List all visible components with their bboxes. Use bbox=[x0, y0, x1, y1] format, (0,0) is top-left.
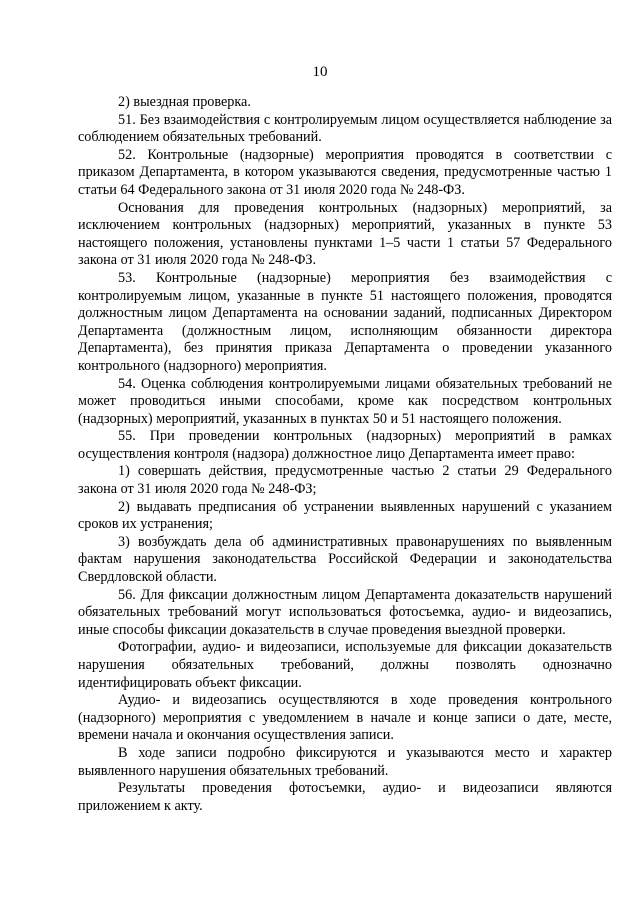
paragraph: 55. При проведении контрольных (надзорных) мероприятий в рамках осуществления контроля (надзора) должностное лицо Департамента имеет право: bbox=[78, 428, 612, 462]
paragraph: Результаты проведения фотосъемки, аудио- и видеозаписи являются приложением к акту. bbox=[78, 780, 612, 814]
paragraph: Основания для проведения контрольных (надзорных) мероприятий, за исключением контрольных (надзорных) мероприятий, указанных в пункте 53 настоящего положения, установлены пунктами 1–5 части 1 статьи 57 Федерального закона от 31 июля 2020 года № 248-ФЗ. bbox=[78, 199, 612, 269]
paragraph: 1) совершать действия, предусмотренные частью 2 статьи 29 Федерального закона от 31 июля 2020 года № 248-ФЗ; bbox=[78, 463, 612, 498]
paragraph: В ходе записи подробно фиксируются и указываются место и характер выявленного нарушения обязательных требований. bbox=[78, 744, 612, 779]
paragraph: 3) возбуждать дела об административных правонарушениях по выявленным фактам нарушения законодательства Российской Федерации и законодательства Свердловской области. bbox=[78, 533, 612, 586]
document-body bbox=[78, 94, 612, 815]
paragraph: 2) выездная проверка. bbox=[118, 94, 251, 110]
paragraph: 51. Без взаимодействия с контролируемым лицом осуществляется наблюдение за соблюдением обязательных требований. bbox=[78, 111, 612, 146]
paragraph: 2) выдавать предписания об устранении выявленных нарушений с указанием сроков их устранения; bbox=[78, 498, 612, 533]
page-number: 10 bbox=[312, 64, 328, 80]
paragraph: 52. Контрольные (надзорные) мероприятия проводятся в соответствии с приказом Департамента, в котором указываются сведения, предусмотренные частью 1 статьи 64 Федерального закона от 31 июля 2020 года № 248-ФЗ. bbox=[78, 146, 612, 198]
paragraph: Фотографии, аудио- и видеозаписи, используемые для фиксации доказательств нарушения обязательных требований, должны позволять однозначно идентифицировать объект фиксации. bbox=[78, 639, 612, 691]
paragraph: 56. Для фиксации должностным лицом Департамента доказательств нарушений обязательных требований могут использоваться фотосъемка, аудио- и видеозапись, иные способы фиксации доказательств в случае проведения выездной проверки. bbox=[78, 586, 612, 638]
paragraph: 54. Оценка соблюдения контролируемыми лицами обязательных требований не может проводиться иными способами, кроме как посредством контрольных (надзорных) мероприятий, указанных в пунктах 50 и 51 настоящего положения. bbox=[78, 375, 612, 427]
paragraph: 53. Контрольные (надзорные) мероприятия без взаимодействия с контролируемым лицом, указанные в пункте 51 настоящего положения, проводятся должностным лицом Департамента на основании заданий, подписанных Директором Департамента (должностным лицом, исполняющим обязанности директора Департамента), без принятия приказа Департамента о проведении указанного контрольного (надзорного) мероприятия. bbox=[78, 269, 612, 374]
paragraph: Аудио- и видеозапись осуществляются в ходе проведения контрольного (надзорного) мероприятия с уведомлением в начале и конце записи о дате, месте, времени начала и окончания осуществления записи. bbox=[78, 692, 612, 744]
